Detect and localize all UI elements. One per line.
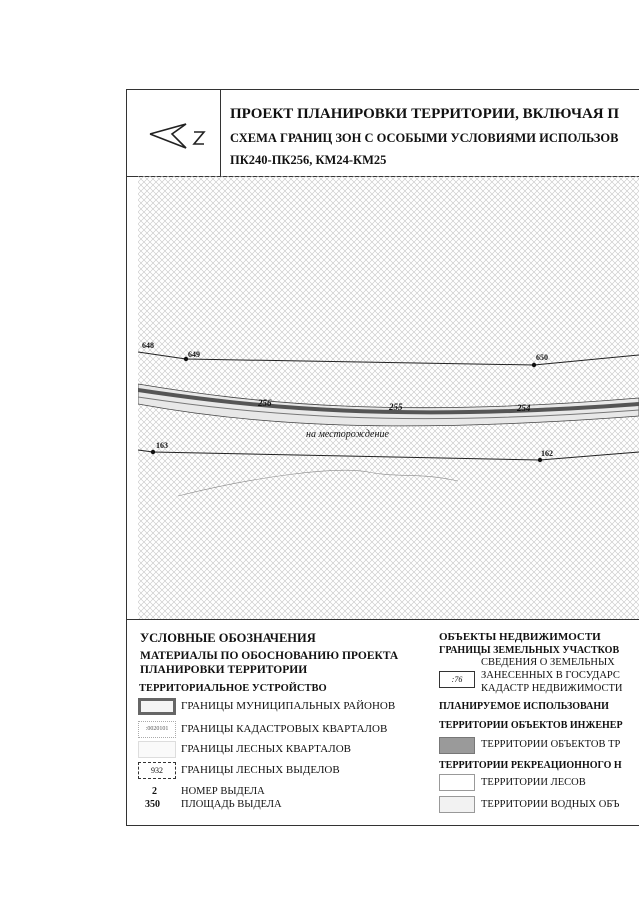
vydel-number-label: НОМЕР ВЫДЕЛА <box>181 786 265 797</box>
swatch-forest-vydel: 932 <box>138 762 176 779</box>
point-label-650: 650 <box>536 353 548 362</box>
point-650-marker <box>532 363 536 367</box>
section-realty: ОБЪЕКТЫ НЕДВИЖИМОСТИ <box>439 631 601 643</box>
swatch-forest-quarter <box>138 741 176 758</box>
section-engineering: ТЕРРИТОРИИ ОБЪЕКТОВ ИНЖЕНЕР <box>439 720 623 731</box>
swatch-municipal <box>138 698 176 715</box>
drawing-range: ПК240-ПК256, КМ24-КМ25 <box>230 153 387 167</box>
vydel-number-value: 2 <box>152 786 157 797</box>
point-163-marker <box>151 450 155 454</box>
point-label-649: 649 <box>188 350 200 359</box>
swatch-water <box>439 796 475 813</box>
parcels-text-1: СВЕДЕНИЯ О ЗЕМЕЛЬНЫХ <box>481 657 615 668</box>
point-label-163: 163 <box>156 441 168 450</box>
legend-subtitle: МАТЕРИАЛЫ ПО ОБОСНОВАНИЮ ПРОЕКТА ПЛАНИРОВКИ ТЕРРИТОРИИ <box>140 650 399 676</box>
swatch-parcels: :76 <box>439 671 475 688</box>
parcels-text-2: ЗАНЕСЕННЫХ В ГОСУДАРС <box>481 670 620 681</box>
section-recreation: ТЕРРИТОРИИ РЕКРЕАЦИОННОГО Н <box>439 760 622 771</box>
legend-forest: ТЕРРИТОРИИ ЛЕСОВ <box>481 777 586 788</box>
north-arrow-icon <box>142 104 220 164</box>
picket-256: 256 <box>258 398 272 408</box>
drawing-title: ПРОЕКТ ПЛАНИРОВКИ ТЕРРИТОРИИ, ВКЛЮЧАЯ П <box>230 106 620 122</box>
section-territorial: ТЕРРИТОРИАЛЬНОЕ УСТРОЙСТВО <box>139 683 327 694</box>
legend-forest-quarter: ГРАНИЦЫ ЛЕСНЫХ КВАРТАЛОВ <box>181 743 351 755</box>
parcels-text-3: КАДАСТР НЕДВИЖИМОСТИ <box>481 683 623 694</box>
picket-255: 255 <box>389 402 403 412</box>
point-label-162: 162 <box>541 449 553 458</box>
point-162-marker <box>538 458 542 462</box>
section-planned: ПЛАНИРУЕМОЕ ИСПОЛЬЗОВАНИ <box>439 701 609 712</box>
legend-title: УСЛОВНЫЕ ОБОЗНАЧЕНИЯ <box>140 631 316 645</box>
deposit-label: на месторождение <box>306 429 389 440</box>
legend-engineering: ТЕРРИТОРИИ ОБЪЕКТОВ ТР <box>481 739 621 750</box>
drawing-subtitle: СХЕМА ГРАНИЦ ЗОН С ОСОБЫМИ УСЛОВИЯМИ ИСПОЛЬЗОВ <box>230 131 619 145</box>
swatch-engineering <box>439 737 475 754</box>
section-parcels: ГРАНИЦЫ ЗЕМЕЛЬНЫХ УЧАСТКОВ <box>439 645 620 656</box>
point-label-648: 648 <box>142 341 154 350</box>
vydel-area-label: ПЛОЩАДЬ ВЫДЕЛА <box>181 799 282 810</box>
map-bottom-rule <box>126 619 639 620</box>
legend-cadastral: ГРАНИЦЫ КАДАСТРОВЫХ КВАРТАЛОВ <box>181 723 388 735</box>
swatch-cadastral: :0020101 <box>138 721 176 738</box>
map-area <box>138 176 639 619</box>
title-divider <box>220 89 221 176</box>
legend-forest-vydel: ГРАНИЦЫ ЛЕСНЫХ ВЫДЕЛОВ <box>181 764 340 776</box>
legend-water: ТЕРРИТОРИИ ВОДНЫХ ОБЪ <box>481 799 620 810</box>
picket-254: 254 <box>517 403 531 413</box>
vydel-area-value: 350 <box>145 799 160 810</box>
legend-municipal: ГРАНИЦЫ МУНИЦИПАЛЬНЫХ РАЙОНОВ <box>181 700 396 712</box>
swatch-forest <box>439 774 475 791</box>
